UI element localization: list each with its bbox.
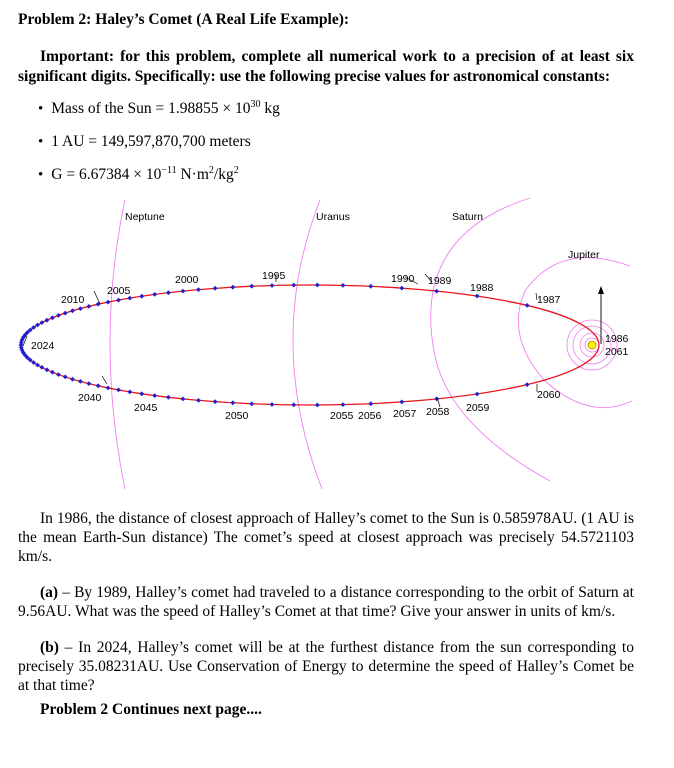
comet-dot	[56, 313, 61, 318]
planet-orbits	[110, 198, 632, 489]
comet-dot	[106, 300, 111, 305]
intro-paragraph: In 1986, the distance of closest approach of Halley’s comet to the Sun is 0.585978AU. (1 AU is the mean Earth-Sun distance) The comet’s speed at closest approach was precisely 54.5721103 km/s.	[18, 510, 634, 565]
year-1990-label: 1990	[391, 273, 415, 285]
year-2005-label: 2005	[107, 285, 131, 297]
comet-dot	[434, 289, 439, 294]
saturn-orbit	[431, 198, 550, 481]
comet-dot	[116, 387, 121, 392]
year-2059-label: 2059	[466, 402, 490, 414]
problem-title: Problem 2: Haley’s Comet (A Real Life Example):	[18, 11, 350, 28]
year-1986-label: 1986	[605, 333, 629, 345]
comet-dot	[249, 284, 254, 289]
constant-sun-mass: • Mass of the Sun = $1.98855 \times 10^{30}$ kg	[38, 98, 280, 131]
uranus-orbit	[293, 200, 322, 489]
year-2010-label: 2010	[61, 294, 85, 306]
comet-dot	[368, 401, 373, 406]
constant-g: • $G = 6.67384 \times 10^{-11}$ $N\cdot m^2/kg^2$	[38, 164, 280, 197]
comet-dot	[139, 294, 144, 299]
jupiter-label: Jupiter	[568, 249, 600, 261]
year-2000-label: 2000	[175, 274, 199, 286]
comet-dot	[180, 396, 185, 401]
year-2055-label: 2055	[330, 410, 354, 422]
comet-dot	[475, 294, 480, 299]
comet-dot	[116, 298, 121, 303]
comet-dot	[152, 292, 157, 297]
comet-dot	[399, 286, 404, 291]
comet-position-dots	[19, 283, 530, 408]
comet-dot	[56, 372, 61, 377]
comet-dot	[525, 382, 530, 387]
comet-dot	[230, 285, 235, 290]
year-2050-label: 2050	[225, 410, 249, 422]
year-2057-label: 2057	[393, 408, 417, 420]
comet-dot	[139, 391, 144, 396]
comet-dot	[50, 370, 55, 375]
year-1989-label: 1989	[428, 275, 452, 287]
constant-au: • 1 AU = 149,597,870,700 meters	[38, 131, 280, 164]
constants-list	[38, 98, 280, 197]
comet-dot	[44, 318, 49, 323]
comet-dot	[106, 385, 111, 390]
neptune-orbit	[110, 200, 125, 489]
uranus-label: Uranus	[316, 211, 350, 223]
part-b-question: (b) – In 2024, Halley’s comet will be at the furthest distance from the sun corresponding to precisely 35.08231AU. Use Conservation of Energy to determine the speed of Halley’s Comet be at that time?	[18, 639, 634, 694]
saturn-label: Saturn	[452, 211, 483, 223]
year-1988-label: 1988	[470, 282, 494, 294]
year-1987-label: 1987	[537, 294, 561, 306]
comet-dot	[78, 306, 83, 311]
comet-dot	[291, 283, 296, 288]
year-2045-label: 2045	[134, 402, 158, 414]
comet-dot	[166, 395, 171, 400]
comet-dot	[475, 392, 480, 397]
comet-dot	[196, 398, 201, 403]
comet-dot	[70, 308, 75, 313]
comet-dot	[152, 393, 157, 398]
comet-dot	[86, 381, 91, 386]
comet-dot	[78, 379, 83, 384]
comet-dot	[96, 383, 101, 388]
comet-dot	[230, 400, 235, 405]
part-a-question: (a) – By 1989, Halley’s comet had traveled to a distance corresponding to the orbit of Saturn at 9.56AU. What was the speed of Halley’s Comet at that time? Give your answer in units of km/s.	[18, 584, 634, 620]
comet-dot	[340, 402, 345, 407]
comet-dot	[291, 402, 296, 407]
comet-dot	[399, 399, 404, 404]
comet-dot	[315, 403, 320, 408]
year-1995-label: 1995	[262, 270, 286, 282]
year-2040-label: 2040	[78, 392, 102, 404]
direction-arrow-head	[598, 286, 604, 294]
year-2061-label: 2061	[605, 346, 629, 358]
neptune-label: Neptune	[125, 211, 165, 223]
comet-dot	[270, 283, 275, 288]
comet-dot	[63, 374, 68, 379]
comet-dot	[44, 367, 49, 372]
comet-dot	[127, 389, 132, 394]
year-2056-label: 2056	[358, 410, 382, 422]
comet-dot	[180, 289, 185, 294]
comet-dot	[39, 320, 44, 325]
comet-dot	[368, 284, 373, 289]
comet-dot	[213, 286, 218, 291]
comet-dot	[270, 402, 275, 407]
year-2024-label: 2024	[31, 340, 55, 352]
sun-icon	[588, 341, 596, 349]
comet-dot	[63, 311, 68, 316]
comet-dot	[96, 302, 101, 307]
year-2058-label: 2058	[426, 406, 450, 418]
comet-dot	[86, 304, 91, 309]
year-2060-label: 2060	[537, 389, 561, 401]
important-note: Important: for this problem, complete all numerical work to a precision of at least six significant digits. Specifically: use the following precise values for astronomical constants:	[18, 48, 634, 85]
comet-dot	[166, 290, 171, 295]
comet-dot	[340, 283, 345, 288]
comet-dot	[70, 377, 75, 382]
comet-dot	[196, 287, 201, 292]
comet-dot	[525, 303, 530, 308]
comet-dot	[315, 283, 320, 288]
comet-dot	[249, 401, 254, 406]
halley-orbit-diagram	[0, 196, 674, 496]
comet-dot	[50, 315, 55, 320]
comet-dot	[213, 399, 218, 404]
continues-note: Problem 2 Continues next page....	[40, 701, 262, 718]
comet-dot	[39, 365, 44, 370]
